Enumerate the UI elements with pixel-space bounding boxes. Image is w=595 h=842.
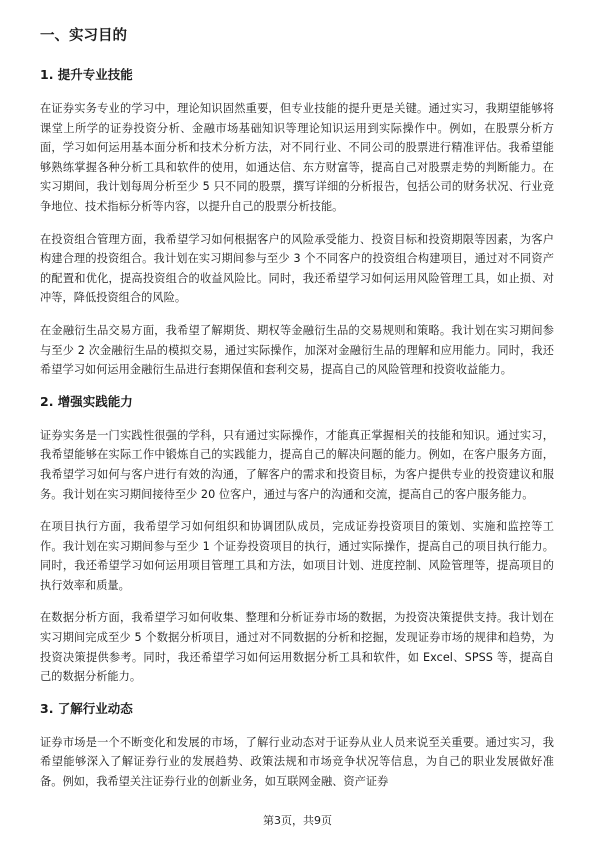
- paragraph: 在项目执行方面，我希望学习如何组织和协调团队成员，完成证券投资项目的策划、实施和监控等工作。我计划在实习期间参与至少 1 个证券投资项目的执行，通过实际操作，提高自己的项目执行能力。同时，我还希望学习如何运用项目管理工具和方法，如项目计划、进度控制、风险管理等，提高项目的执行效率和质量。: [40, 520, 554, 592]
- subsection-title-1: 1. 提升专业技能: [40, 67, 133, 82]
- page-number: 第3页，共9页: [263, 814, 332, 827]
- paragraph: 在金融衍生品交易方面，我希望了解期货、期权等金融衍生品的交易规则和策略。我计划在实习期间参与至少 2 次金融衍生品的模拟交易，通过实际操作，加深对金融衍生品的理解和应用能力。同时，我还希望学习如何运用金融衍生品进行套期保值和套利交易，提高自己的风险管理和投资收益能力。: [40, 323, 554, 377]
- paragraph: 在证券实务专业的学习中，理论知识固然重要，但专业技能的提升更是关键。通过实习，我期望能够将课堂上所学的证券投资分析、金融市场基础知识等理论知识运用到实际操作中。例如，在股票分析方面，学习如何运用基本面分析和技术分析方法，对不同行业、不同公司的股票进行精准评估。我希望能够熟练掌握各种分析工具和软件的使用，如通达信、东方财富等，提高自己对股票走势的判断能力。在实习期间，我计划每周分析至少 5 只不同的股票，撰写详细的分析报告，包括公司的财务状况、行业竞争地位、技术指标分析等内容，以提升自己的股票分析技能。: [40, 102, 554, 213]
- page-content: [40, 26, 554, 805]
- paragraph: 在数据分析方面，我希望学习如何收集、整理和分析证券市场的数据，为投资决策提供支持。我计划在实习期间完成至少 5 个数据分析项目，通过对不同数据的分析和挖掘，发现证券市场的规律和趋势，为投资决策提供参考。同时，我还希望学习如何运用数据分析工具和软件，如 Excel、SPSS 等，提高自己的数据分析能力。: [40, 611, 554, 684]
- subsection-title-3: 3. 了解行业动态: [40, 700, 133, 716]
- paragraph: 证券实务是一门实践性很强的学科，只有通过实际操作，才能真正掌握相关的技能和知识。通过实习，我希望能够在实际工作中锻炼自己的实践能力，提高自己的解决问题的能力。例如，在客户服务方面，我希望学习如何与客户进行有效的沟通，了解客户的需求和投资目标，为客户提供专业的投资建议和服务。我计划在实习期间接待至少 20 位客户，通过与客户的沟通和交流，提高自己的客户服务能力。: [40, 428, 554, 501]
- section-heading: 一、实习目的: [40, 28, 127, 44]
- paragraph: 在投资组合管理方面，我希望学习如何根据客户的风险承受能力、投资目标和投资期限等因素，为客户构建合理的投资组合。我计划在实习期间参与至少 3 个不同客户的投资组合构建项目，通过对不同资产的配置和优化，提高投资组合的收益风险比。同时，我还希望学习如何运用风险管理工具，如止损、对冲等，降低投资组合的风险。: [40, 232, 554, 305]
- subsection-title-2: 2. 增强实践能力: [40, 393, 133, 409]
- paragraph: 证券市场是一个不断变化和发展的市场，了解行业动态对于证券从业人员来说至关重要。通过实习，我希望能够深入了解证券行业的发展趋势、政策法规和市场竞争状况等信息，为自己的职业发展做好准备。例如，我希望关注证券行业的创新业务，如互联网金融、资产证券: [40, 735, 554, 789]
